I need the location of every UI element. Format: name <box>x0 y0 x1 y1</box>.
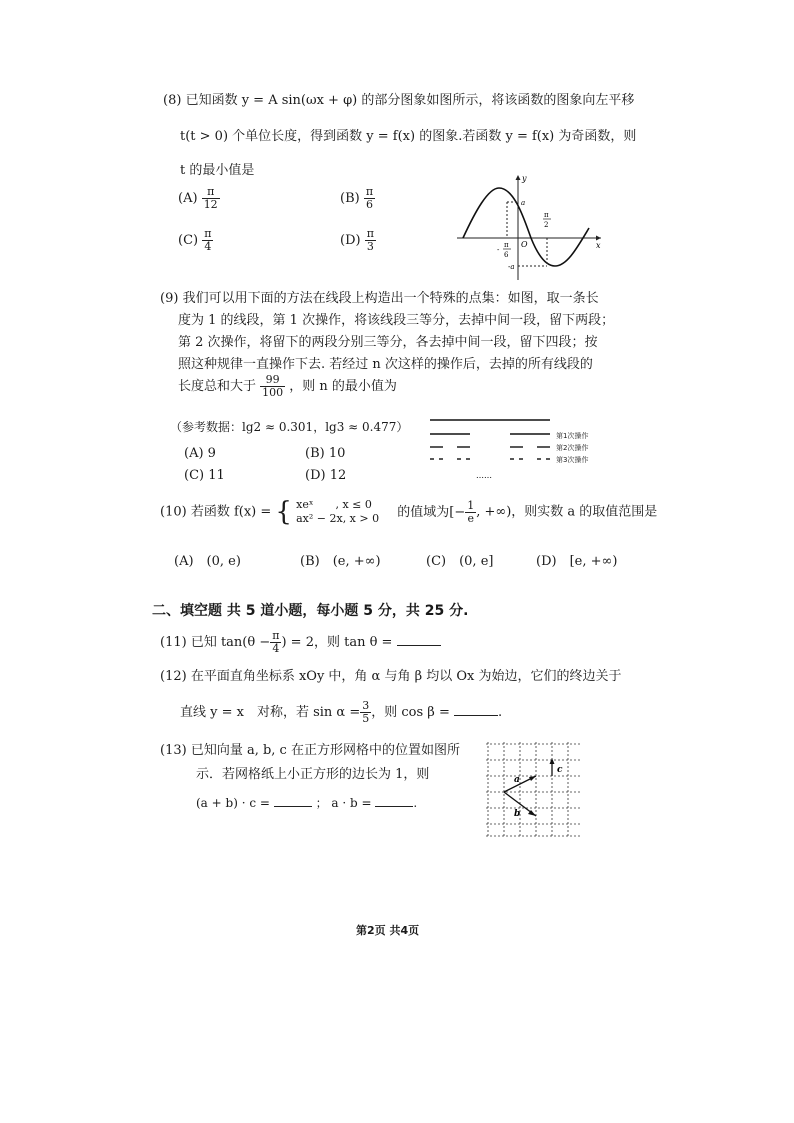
q9-option-c: (C) 11 <box>184 468 225 483</box>
q12-number: (12) <box>160 669 187 684</box>
q13-line2: 示．若网格纸上小正方形的边长为 1，则 <box>196 767 430 782</box>
q12-line2: 直线 y = x 对称，若 sin α = $\frac{3}{5}$ ，则 cos β = . <box>180 699 503 725</box>
graph-origin-label: O <box>521 240 528 249</box>
q9-line3: 第 2 次操作，将留下的两段分别三等分，各去掉中间一段，留下四段；按 <box>178 335 598 350</box>
y-axis-arrow <box>516 175 521 180</box>
q8-number: (8) <box>163 93 182 108</box>
q13-line3: (a + b) · c = ； a · b = . <box>196 796 418 810</box>
q9-reference-data: （参考数据：lg2 ≈ 0.301，lg3 ≈ 0.477） <box>170 420 409 434</box>
q8-line3: t 的最小值是 <box>180 163 255 178</box>
q8-line1: 已知函数 y = A sin(ωx + φ) 的部分图象如图所示，将该函数的图象向左平移 <box>185 93 635 108</box>
x-axis-arrow <box>596 236 601 241</box>
q11-line: (11) 已知 tan(θ − $\frac{\pi}{4}$ ) = 2，则 tan θ = <box>160 630 441 655</box>
vector-b-label: b <box>514 809 521 819</box>
section-title: 二、填空题 共 5 道小题，每小题 5 分，共 25 分. <box>152 603 469 619</box>
q9-line4: 照这种规律一直操作下去. 若经过 n 次这样的操作后，去掉的所有线段的 <box>178 357 593 372</box>
q9-line5: 长度总和大于 $\frac{99}{100}$ ，则 n 的最小值为 <box>178 373 397 399</box>
cantor-label-step2: 第2次操作 <box>556 444 589 452</box>
page-footer: 第2页 共4页 <box>356 924 420 937</box>
graph-neg-a-label: -a <box>508 263 515 271</box>
cantor-ellipsis-left: …… <box>476 471 492 480</box>
q13-line1: (13) 已知向量 a, b, c 在正方形网格中的位置如图所 <box>160 743 460 758</box>
piecewise-cases: xeˣ , x ≤ 0 ax² − 2x, x > 0 <box>296 498 380 525</box>
q9-option-d: (D) 12 <box>305 468 347 483</box>
q9-line2: 度为 1 的线段，第 1 次操作，将该线段三等分，去掉中间一段，留下两段； <box>178 313 615 328</box>
q10-number: (10) <box>160 504 187 520</box>
vector-a-label: a <box>514 775 520 785</box>
q10-line: (10) 若函数 f(x) = { xeˣ , x ≤ 0 ax² − 2x, x > 0 的值域为[− $\frac{1}{e}$ , +∞)，则实数 a 的取值范围是 <box>160 497 658 527</box>
graph-y-label: y <box>522 174 527 183</box>
q8-sine-graph <box>455 172 605 282</box>
q8-line2: t(t > 0) 个单位长度，得到函数 y = f(x) 的图象.若函数 y = f(x) 为奇函数，则 <box>180 129 637 144</box>
q13-answer-blank-2 <box>375 794 413 807</box>
q11-number: (11) <box>160 635 187 650</box>
q8-block <box>163 92 643 110</box>
graph-neg-sign: - <box>497 246 500 254</box>
q8-option-a: (A) $\frac{\pi}{12}$ <box>178 185 218 211</box>
q9-fraction: $\frac{99}{100}$ <box>262 373 284 399</box>
q8-option-b: (B) $\frac{\pi}{6}$ <box>340 185 374 211</box>
q12-answer-blank <box>454 703 498 716</box>
q13-vector-grid <box>484 740 584 840</box>
q12-line1: (12) 在平面直角坐标系 xOy 中，角 α 与角 β 均以 Ox 为始边，它们的终边关于 <box>160 669 622 684</box>
sine-curve <box>463 188 589 266</box>
graph-pos-tick-num: π <box>544 211 549 219</box>
cantor-label-step3: 第3次操作 <box>556 456 589 464</box>
q9-option-b: (B) 10 <box>305 446 346 461</box>
q11-fraction: $\frac{\pi}{4}$ <box>272 629 280 655</box>
vector-c-arrow <box>550 758 555 764</box>
q10-range-fraction: $\frac{1}{e}$ <box>467 498 475 525</box>
q11-answer-blank <box>397 633 441 646</box>
graph-pos-tick-den: 2 <box>544 221 549 229</box>
q12-fraction: $\frac{3}{5}$ <box>362 699 370 725</box>
q10-option-d: (D) [e, +∞) <box>536 554 618 569</box>
vector-c-label: c <box>557 765 563 775</box>
q9-line1: (9) 我们可以用下面的方法在线段上构造出一个特殊的点集：如图，取一条长 <box>160 291 599 306</box>
q10-option-c: (C) (0, e] <box>426 554 494 569</box>
q13-number: (13) <box>160 743 187 758</box>
graph-x-label: x <box>596 241 601 250</box>
graph-neg-tick-den: 6 <box>504 251 509 259</box>
graph-neg-tick-num: π <box>504 241 509 249</box>
q10-option-b: (B) (e, +∞) <box>300 554 381 569</box>
q9-number: (9) <box>160 291 179 306</box>
vector-a-arrow <box>529 776 536 781</box>
q8-option-c: (C) $\frac{\pi}{4}$ <box>178 227 212 253</box>
grid-lines <box>486 742 582 838</box>
graph-a-label: a <box>521 199 526 207</box>
q10-option-a: (A) (0, e) <box>174 554 241 569</box>
q8-option-d: (D) $\frac{\pi}{3}$ <box>340 227 374 253</box>
q9-option-a: (A) 9 <box>184 446 216 461</box>
q13-answer-blank-1 <box>274 794 312 807</box>
cantor-label-step1: 第1次操作 <box>556 432 589 440</box>
piecewise-brace: { <box>275 497 292 527</box>
